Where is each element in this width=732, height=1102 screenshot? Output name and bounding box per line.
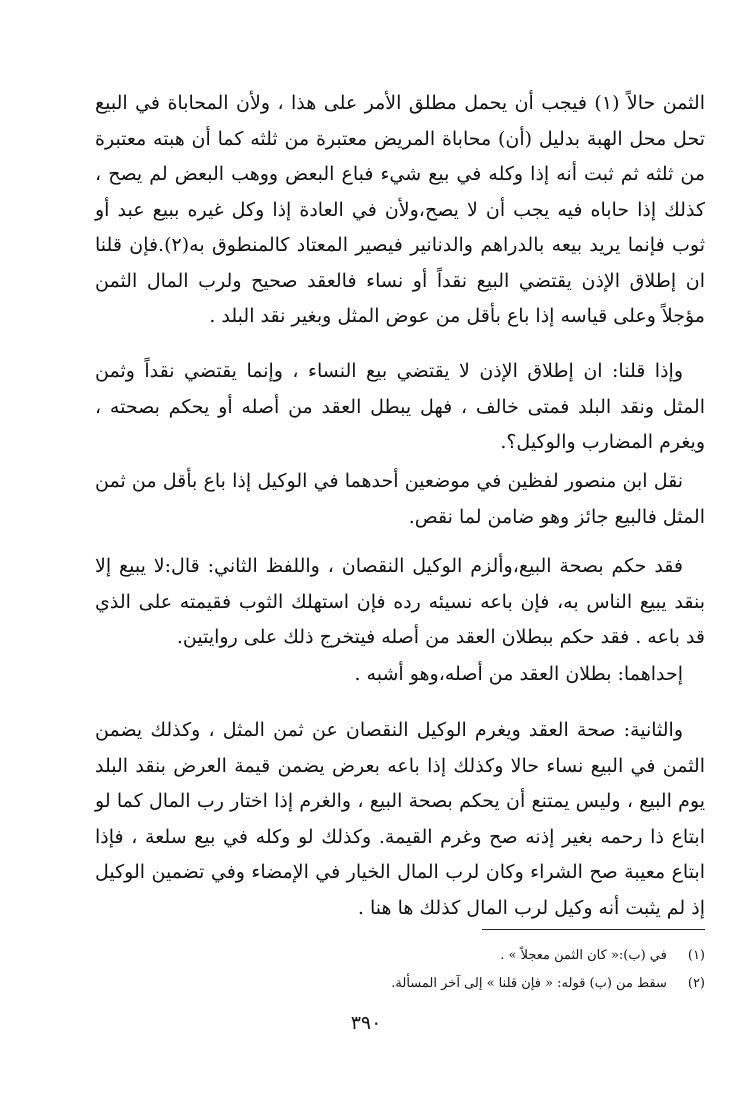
paragraph-text: والثانية: صحة العقد ويغرم الوكيل النقصان عن ثمن المثل ، وكذلك يضمن الثمن في البيع نساء حالا وكذلك إذا باعه بعرض يضمن قيمة العرض بنقد البلد يوم البيع ، وليس يمتنع أن يحكم بصحة البيع ، والغرم إذا اختار رب المال كما لو ابتاع ذا رحمه بغير إذنه صح وغرم القيمة. وكذلك لو وكله في بيع سلعة ، فإذا ابتاع معيبة صح الشراء وكان لرب المال الخيار في الإمضاء وفي تضمين الوكيل إذ لم يثبت أنه وكيل لرب المال كذلك ها هنا . xyxy=(95,719,705,919)
paragraph-text: وإذا قلنا: ان إطلاق الإذن لا يقتضي بيع النساء ، وإنما يقتضي نقداً وثمن المثل ونقد البلد فمتى خالف ، فهل يبطل العقد من أصله أو يحكم بصحته ، ويغرم المضارب والوكيل؟. xyxy=(95,360,705,453)
paragraph-6 xyxy=(95,713,705,926)
paragraph-text: فقد حكم بصحة البيع،وألزم الوكيل النقصان ، واللفظ الثاني: قال:لا يبيع إلا بنقد يبيع الناس به، فإن باعه نسيئه رده فإن استهلك الثوب فقيمته على الذي قد باعه . فقد حكم ببطلان العقد من أصله فيتخرج ذلك على روايتين. xyxy=(95,555,705,648)
footnote-number: (١) xyxy=(687,948,705,963)
paragraph-text: نقل ابن منصور لفظين في موضعين أحدهما في الوكيل إذا باع بأقل من ثمن المثل فالبيع جائز وهو ضامن لما نقص. xyxy=(95,470,705,528)
paragraph-text: إحداهما: بطلان العقد من أصله،وهو أشبه . xyxy=(354,663,683,685)
page-number: ٣٩٠ xyxy=(350,1012,382,1034)
footnote-1 xyxy=(300,942,705,970)
footnotes xyxy=(300,942,705,998)
paragraph-4 xyxy=(95,549,705,656)
footnote-text: في (ب):« كان الثمن معجلاً » . xyxy=(500,948,667,963)
footnote-divider xyxy=(482,929,705,930)
footnote-text: سقط من (ب) قوله: « فإن قلنا » إلى آخر المسألة. xyxy=(391,976,667,991)
footnote-number: (٢) xyxy=(687,976,705,991)
footnote-2 xyxy=(300,970,705,998)
paragraph-3 xyxy=(95,464,705,535)
paragraph-5 xyxy=(95,657,705,693)
paragraph-text: الثمن حالاً (١) فيجب أن يحمل مطلق الأمر على هذا ، ولأن المحاباة في البيع تحل محل الهبة بدليل (أن) محاباة المريض معتبرة من ثلثه كما أن هبته معتبرة من ثلثه ثم ثبت أنه إذا وكله في بيع شيء فباع البعض ووهب البعض لم يصح ، كذلك إذا حاباه فيه يجب أن لا يصح،ولأن في العادة إذا وكل غيره ببيع عبد أو ثوب فإنما يريد بيعه بالدراهم والدنانير فيصير المعتاد كالمنطوق به(٢).فإن قلنا ان إطلاق الإذن يقتضي البيع نقداً أو نساء فالعقد صحيح ولرب المال الثمن مؤجلاً وعلى قياسه إذا باع بأقل من عوض المثل وبغير نقد البلد . xyxy=(95,92,706,327)
paragraph-2 xyxy=(95,354,705,461)
paragraph-1 xyxy=(95,86,705,335)
